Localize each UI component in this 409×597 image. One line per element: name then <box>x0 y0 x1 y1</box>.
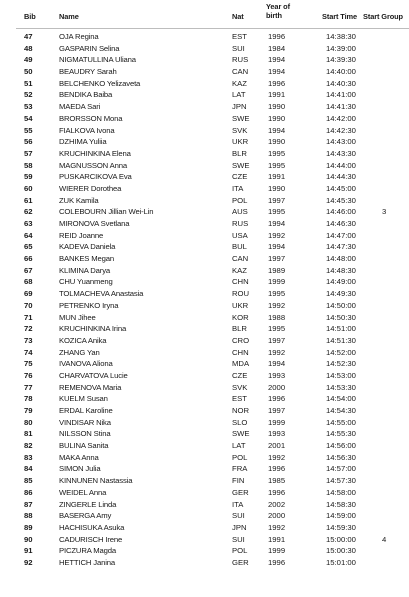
bib-cell: 89 <box>24 522 33 532</box>
start-time-cell: 14:54:00 <box>326 394 356 404</box>
bib-cell: 81 <box>24 429 33 439</box>
nat-cell: SWE <box>232 160 250 170</box>
year-of-birth-cell: 1990 <box>268 102 286 112</box>
start-time-cell: 14:38:30 <box>326 32 356 41</box>
start-time-cell: 14:52:00 <box>326 347 356 357</box>
name-cell: BANKES Megan <box>59 254 115 264</box>
year-of-birth-cell: 1996 <box>268 557 286 567</box>
name-cell: GASPARIN Selina <box>59 43 120 53</box>
nat-cell: CHN <box>232 347 249 357</box>
start-time-cell: 14:39:00 <box>326 43 356 53</box>
year-of-birth-cell: 1993 <box>268 429 286 439</box>
table-row <box>0 487 409 499</box>
start-time-cell: 14:56:30 <box>326 452 356 462</box>
bib-cell: 55 <box>24 125 33 135</box>
start-time-cell: 14:49:00 <box>326 277 356 287</box>
name-cell: HETTICH Janina <box>59 557 115 567</box>
nat-cell: POL <box>232 195 248 205</box>
bib-cell: 50 <box>24 67 33 77</box>
name-cell: KRUCHINKINA Irina <box>59 324 127 334</box>
table-row <box>0 393 409 405</box>
year-of-birth-cell: 1996 <box>268 394 286 404</box>
year-of-birth-cell: 1995 <box>268 324 286 334</box>
year-of-birth-cell: 1992 <box>268 300 286 310</box>
table-row <box>0 382 409 394</box>
bib-cell: 54 <box>24 113 33 123</box>
nat-cell: SLO <box>232 417 248 427</box>
name-cell: ERDAL Karoline <box>59 406 113 415</box>
name-cell: BASERGA Amy <box>59 511 112 521</box>
header-name: Name <box>59 12 79 21</box>
nat-cell: JPN <box>232 522 247 532</box>
start-time-cell: 14:42:00 <box>326 113 356 123</box>
table-row <box>0 405 409 417</box>
year-of-birth-cell: 2000 <box>268 382 286 392</box>
year-of-birth-cell: 1999 <box>268 277 286 287</box>
table-row <box>0 101 409 113</box>
start-time-cell: 14:44:00 <box>326 160 356 170</box>
nat-cell: LAT <box>232 90 246 100</box>
table-row <box>0 288 409 300</box>
name-cell: BULINA Sanita <box>59 441 109 451</box>
name-cell: KRUCHINKINA Elena <box>59 148 131 158</box>
table-row <box>0 335 409 347</box>
name-cell: DZHIMA Yuliia <box>59 137 107 147</box>
bib-cell: 62 <box>24 207 33 217</box>
table-row <box>0 171 409 183</box>
table-row <box>0 66 409 78</box>
bib-cell: 67 <box>24 265 33 275</box>
year-of-birth-cell: 2001 <box>268 441 286 451</box>
table-row <box>0 370 409 382</box>
name-cell: ZHANG Yan <box>59 347 100 357</box>
bib-cell: 74 <box>24 347 33 357</box>
name-cell: CHU Yuanmeng <box>59 277 113 287</box>
bib-cell: 56 <box>24 137 33 147</box>
header-divider <box>16 28 409 29</box>
bib-cell: 90 <box>24 534 33 544</box>
table-row <box>0 557 409 569</box>
header-start-group: Start Group <box>363 12 403 21</box>
table-header <box>0 0 409 29</box>
bib-cell: 86 <box>24 487 33 497</box>
start-time-cell: 15:00:30 <box>326 546 356 556</box>
year-of-birth-cell: 2002 <box>268 499 286 509</box>
year-of-birth-cell: 1989 <box>268 265 286 275</box>
table-row <box>0 545 409 557</box>
nat-cell: KAZ <box>232 265 247 275</box>
nat-cell: BUL <box>232 242 247 252</box>
header-start-time: Start Time <box>322 12 358 21</box>
year-of-birth-cell: 1991 <box>268 172 286 182</box>
start-time-cell: 14:57:00 <box>326 464 356 474</box>
start-time-cell: 14:48:00 <box>326 254 356 264</box>
table-row <box>0 125 409 137</box>
table-row <box>0 428 409 440</box>
nat-cell: ITA <box>232 183 244 193</box>
name-cell: CHARVATOVA Lucie <box>59 370 128 380</box>
year-of-birth-cell: 1994 <box>268 242 286 252</box>
nat-cell: POL <box>232 452 248 462</box>
table-row <box>0 452 409 464</box>
start-time-cell: 14:59:30 <box>326 522 356 532</box>
year-of-birth-cell: 1999 <box>268 546 286 556</box>
bib-cell: 59 <box>24 172 33 182</box>
name-cell: WEIDEL Anna <box>59 487 107 497</box>
year-of-birth-cell: 1996 <box>268 464 286 474</box>
start-time-cell: 14:47:00 <box>326 230 356 240</box>
start-time-cell: 14:41:30 <box>326 102 356 112</box>
start-time-cell: 14:58:30 <box>326 499 356 509</box>
year-of-birth-cell: 1995 <box>268 289 286 299</box>
start-time-cell: 14:45:30 <box>326 195 356 205</box>
nat-cell: ITA <box>232 499 244 509</box>
name-cell: MAGNUSSON Anna <box>59 160 127 170</box>
year-of-birth-cell: 1995 <box>268 148 286 158</box>
start-time-cell: 14:59:00 <box>326 511 356 521</box>
table-row <box>0 323 409 335</box>
start-time-cell: 14:42:30 <box>326 125 356 135</box>
nat-cell: KOR <box>232 312 249 322</box>
name-cell: KADEVA Daniela <box>59 242 116 252</box>
start-time-cell: 14:53:00 <box>326 370 356 380</box>
start-time-cell: 14:56:00 <box>326 441 356 451</box>
start-time-cell: 14:48:30 <box>326 265 356 275</box>
nat-cell: NOR <box>232 406 250 415</box>
year-of-birth-cell: 1994 <box>268 125 286 135</box>
nat-cell: SUI <box>232 511 245 521</box>
header-yob-line1: Year of <box>266 2 290 11</box>
start-time-cell: 14:51:30 <box>326 335 356 345</box>
nat-cell: FIN <box>232 476 245 486</box>
name-cell: TOLMACHEVA Anastasia <box>59 289 144 299</box>
bib-cell: 52 <box>24 90 33 100</box>
nat-cell: SUI <box>232 534 245 544</box>
bib-cell: 48 <box>24 43 33 53</box>
bib-cell: 88 <box>24 511 33 521</box>
bib-cell: 85 <box>24 476 33 486</box>
bib-cell: 58 <box>24 160 33 170</box>
table-row <box>0 89 409 101</box>
name-cell: NILSSON Stina <box>59 429 111 439</box>
year-of-birth-cell: 2000 <box>268 511 286 521</box>
year-of-birth-cell: 1991 <box>268 534 286 544</box>
year-of-birth-cell: 1985 <box>268 476 286 486</box>
bib-cell: 66 <box>24 254 33 264</box>
nat-cell: SWE <box>232 113 250 123</box>
nat-cell: BLR <box>232 148 247 158</box>
bib-cell: 78 <box>24 394 33 404</box>
nat-cell: BLR <box>232 324 247 334</box>
name-cell: WIERER Dorothea <box>59 183 122 193</box>
start-time-cell: 14:58:00 <box>326 487 356 497</box>
header-year-of-birth <box>266 2 290 20</box>
year-of-birth-cell: 1995 <box>268 207 286 217</box>
nat-cell: CRO <box>232 335 250 345</box>
bib-cell: 71 <box>24 312 33 322</box>
year-of-birth-cell: 1997 <box>268 254 286 264</box>
start-time-cell: 14:39:30 <box>326 55 356 65</box>
nat-cell: CAN <box>232 254 249 264</box>
year-of-birth-cell: 1994 <box>268 359 286 369</box>
header-bib: Bib <box>24 12 36 21</box>
year-of-birth-cell: 1996 <box>268 78 286 88</box>
bib-cell: 80 <box>24 417 33 427</box>
year-of-birth-cell: 1990 <box>268 113 286 123</box>
year-of-birth-cell: 1999 <box>268 417 286 427</box>
nat-cell: ROU <box>232 289 250 299</box>
table-row <box>0 510 409 522</box>
name-cell: COLEBOURN Jillian Wei-Lin <box>59 207 154 217</box>
nat-cell: RUS <box>232 55 249 65</box>
year-of-birth-cell: 1993 <box>268 370 286 380</box>
bib-cell: 64 <box>24 230 33 240</box>
nat-cell: UKR <box>232 300 249 310</box>
table-row <box>0 183 409 195</box>
nat-cell: CZE <box>232 370 248 380</box>
start-time-cell: 14:57:30 <box>326 476 356 486</box>
nat-cell: LAT <box>232 441 246 451</box>
table-row <box>0 522 409 534</box>
name-cell: BRORSSON Mona <box>59 113 123 123</box>
bib-cell: 79 <box>24 406 33 415</box>
start-time-cell: 14:50:00 <box>326 300 356 310</box>
name-cell: OJA Regina <box>59 32 99 41</box>
table-row <box>0 241 409 253</box>
year-of-birth-cell: 1988 <box>268 312 286 322</box>
start-time-cell: 14:55:30 <box>326 429 356 439</box>
year-of-birth-cell: 1984 <box>268 43 286 53</box>
name-cell: REMENOVA Maria <box>59 382 122 392</box>
bib-cell: 87 <box>24 499 33 509</box>
start-time-cell: 14:49:30 <box>326 289 356 299</box>
bib-cell: 72 <box>24 324 33 334</box>
bib-cell: 75 <box>24 359 33 369</box>
name-cell: MAKA Anna <box>59 452 99 462</box>
table-row <box>0 440 409 452</box>
bib-cell: 63 <box>24 219 33 228</box>
table-row <box>0 54 409 66</box>
year-of-birth-cell: 1996 <box>268 32 286 41</box>
bib-cell: 77 <box>24 382 33 392</box>
nat-cell: CZE <box>232 172 248 182</box>
name-cell: BENDIKA Baiba <box>59 90 113 100</box>
start-time-cell: 15:00:00 <box>326 534 356 544</box>
nat-cell: EST <box>232 32 247 41</box>
table-row <box>0 475 409 487</box>
nat-cell: FRA <box>232 464 248 474</box>
start-time-cell: 14:46:30 <box>326 219 356 228</box>
nat-cell: JPN <box>232 102 247 112</box>
start-time-cell: 14:47:30 <box>326 242 356 252</box>
table-row <box>0 265 409 277</box>
nat-cell: POL <box>232 546 248 556</box>
start-time-cell: 14:54:30 <box>326 406 356 415</box>
name-cell: HACHISUKA Asuka <box>59 522 125 532</box>
nat-cell: UKR <box>232 137 249 147</box>
bib-cell: 65 <box>24 242 33 252</box>
year-of-birth-cell: 1997 <box>268 406 286 415</box>
nat-cell: SWE <box>232 429 250 439</box>
start-list-rows <box>0 31 409 569</box>
name-cell: KINNUNEN Nastassia <box>59 476 133 486</box>
year-of-birth-cell: 1997 <box>268 195 286 205</box>
table-row <box>0 230 409 242</box>
table-row <box>0 312 409 324</box>
table-row <box>0 300 409 312</box>
table-row <box>0 276 409 288</box>
year-of-birth-cell: 1995 <box>268 160 286 170</box>
start-group-cell: 3 <box>382 207 387 217</box>
start-time-cell: 14:41:00 <box>326 90 356 100</box>
bib-cell: 76 <box>24 370 33 380</box>
nat-cell: EST <box>232 394 247 404</box>
start-time-cell: 14:44:30 <box>326 172 356 182</box>
bib-cell: 49 <box>24 55 33 65</box>
name-cell: ZUK Kamila <box>59 195 99 205</box>
name-cell: MUN Jihee <box>59 312 96 322</box>
name-cell: NIGMATULLINA Uliana <box>59 55 136 65</box>
table-row <box>0 136 409 148</box>
start-group-cell: 4 <box>382 534 387 544</box>
year-of-birth-cell: 1994 <box>268 67 286 77</box>
table-row <box>0 195 409 207</box>
start-time-cell: 14:55:00 <box>326 417 356 427</box>
year-of-birth-cell: 1992 <box>268 452 286 462</box>
bib-cell: 92 <box>24 557 33 567</box>
year-of-birth-cell: 1990 <box>268 137 286 147</box>
table-row <box>0 417 409 429</box>
table-row <box>0 499 409 511</box>
year-of-birth-cell: 1997 <box>268 335 286 345</box>
name-cell: FIALKOVA Ivona <box>59 125 115 135</box>
name-cell: KLIMINA Darya <box>59 265 111 275</box>
year-of-birth-cell: 1996 <box>268 487 286 497</box>
name-cell: BEAUDRY Sarah <box>59 67 117 77</box>
table-row <box>0 218 409 230</box>
start-time-cell: 14:52:30 <box>326 359 356 369</box>
name-cell: KOZICA Anika <box>59 335 107 345</box>
name-cell: BELCHENKO Yelizaveta <box>59 78 141 88</box>
bib-cell: 82 <box>24 441 33 451</box>
bib-cell: 68 <box>24 277 33 287</box>
bib-cell: 47 <box>24 32 33 41</box>
name-cell: IVANOVA Aliona <box>59 359 113 369</box>
nat-cell: SVK <box>232 382 248 392</box>
name-cell: REID Joanne <box>59 230 104 240</box>
year-of-birth-cell: 1992 <box>268 347 286 357</box>
name-cell: MIRONOVA Svetlana <box>59 219 130 228</box>
start-time-cell: 14:43:00 <box>326 137 356 147</box>
bib-cell: 73 <box>24 335 33 345</box>
start-time-cell: 14:45:00 <box>326 183 356 193</box>
nat-cell: GER <box>232 487 249 497</box>
start-time-cell: 15:01:00 <box>326 557 356 567</box>
table-row <box>0 148 409 160</box>
name-cell: CADURISCH Irene <box>59 534 123 544</box>
year-of-birth-cell: 1991 <box>268 90 286 100</box>
year-of-birth-cell: 1992 <box>268 522 286 532</box>
start-time-cell: 14:40:00 <box>326 67 356 77</box>
nat-cell: CAN <box>232 67 249 77</box>
name-cell: ZINGERLE Linda <box>59 499 117 509</box>
year-of-birth-cell: 1990 <box>268 183 286 193</box>
bib-cell: 51 <box>24 78 33 88</box>
nat-cell: USA <box>232 230 248 240</box>
nat-cell: AUS <box>232 207 248 217</box>
year-of-birth-cell: 1992 <box>268 230 286 240</box>
bib-cell: 91 <box>24 546 33 556</box>
nat-cell: CHN <box>232 277 249 287</box>
bib-cell: 57 <box>24 148 33 158</box>
table-row <box>0 534 409 546</box>
year-of-birth-cell: 1994 <box>268 219 286 228</box>
year-of-birth-cell: 1994 <box>268 55 286 65</box>
nat-cell: SVK <box>232 125 248 135</box>
start-time-cell: 14:50:30 <box>326 312 356 322</box>
name-cell: PUSKARCIKOVA Eva <box>59 172 132 182</box>
table-row <box>0 160 409 172</box>
table-row <box>0 463 409 475</box>
start-time-cell: 14:53:30 <box>326 382 356 392</box>
bib-cell: 61 <box>24 195 33 205</box>
table-row <box>0 31 409 43</box>
table-row <box>0 78 409 90</box>
header-nat: Nat <box>232 12 244 21</box>
start-time-cell: 14:40:30 <box>326 78 356 88</box>
table-row <box>0 206 409 218</box>
nat-cell: MDA <box>232 359 250 369</box>
table-row <box>0 347 409 359</box>
name-cell: KUELM Susan <box>59 394 108 404</box>
bib-cell: 84 <box>24 464 33 474</box>
nat-cell: SUI <box>232 43 245 53</box>
bib-cell: 53 <box>24 102 33 112</box>
start-time-cell: 14:43:30 <box>326 148 356 158</box>
name-cell: PICZURA Magda <box>59 546 117 556</box>
table-row <box>0 43 409 55</box>
bib-cell: 69 <box>24 289 33 299</box>
bib-cell: 83 <box>24 452 33 462</box>
name-cell: VINDISAR Nika <box>59 417 111 427</box>
header-yob-line2: birth <box>266 11 282 20</box>
nat-cell: RUS <box>232 219 249 228</box>
name-cell: PETRENKO Iryna <box>59 300 119 310</box>
start-time-cell: 14:46:00 <box>326 207 356 217</box>
table-row <box>0 358 409 370</box>
name-cell: SIMON Julia <box>59 464 101 474</box>
nat-cell: KAZ <box>232 78 247 88</box>
name-cell: MAEDA Sari <box>59 102 101 112</box>
bib-cell: 70 <box>24 300 33 310</box>
table-row <box>0 113 409 125</box>
table-row <box>0 253 409 265</box>
nat-cell: GER <box>232 557 249 567</box>
bib-cell: 60 <box>24 183 33 193</box>
start-time-cell: 14:51:00 <box>326 324 356 334</box>
